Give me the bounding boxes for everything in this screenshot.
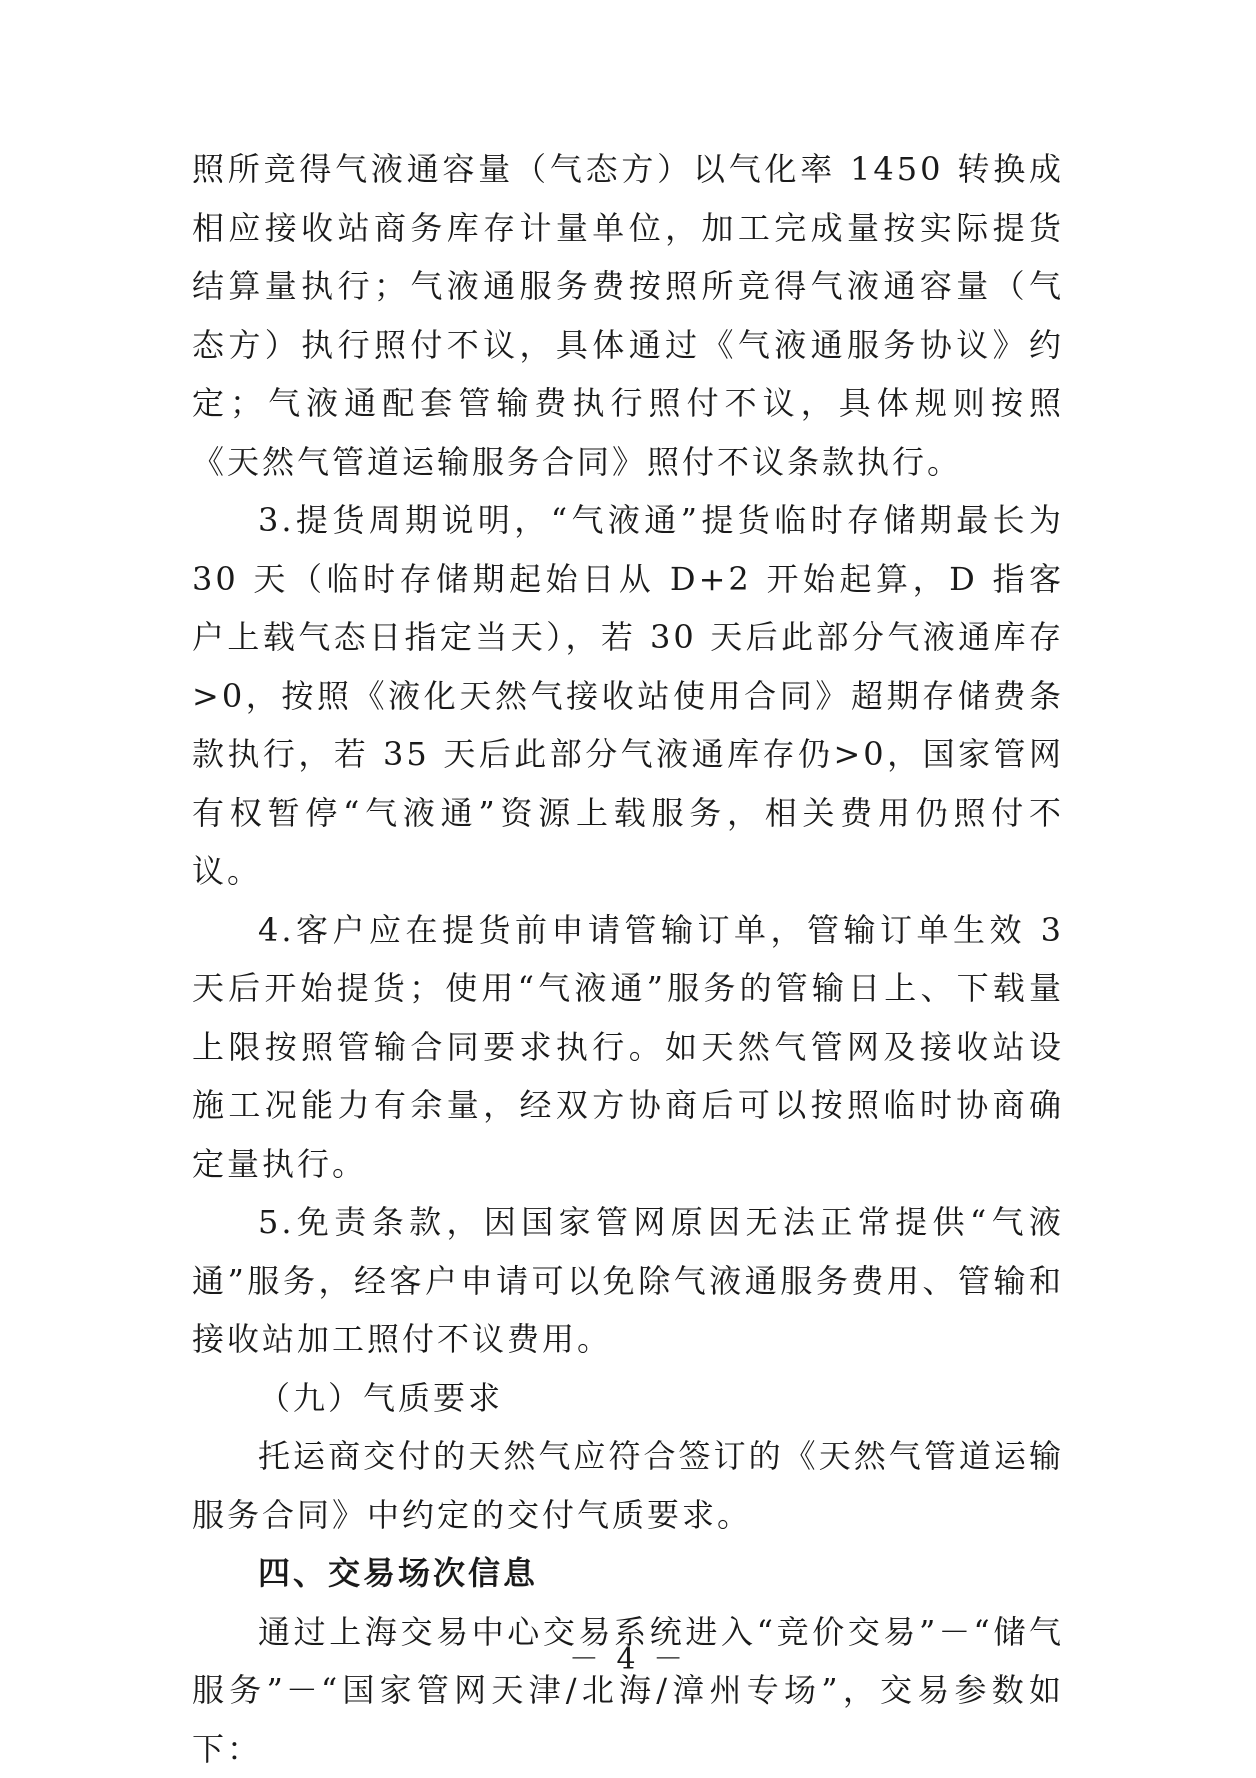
paragraph-item-4: 4.客户应在提货前申请管输订单，管输订单生效 3 天后开始提货；使用“气液通”服务的管输日上、下载量上限按照管输合同要求执行。如天然气管网及接收站设施工况能力有余量，经双方协商后可以按照临时协商确定量执行。 xyxy=(192,901,1064,1194)
paragraph-continuation: 照所竞得气液通容量（气态方）以气化率 1450 转换成相应接收站商务库存计量单位，加工完成量按实际提货结算量执行；气液通服务费按照所竞得气液通容量（气态方）执行照付不议，具体通过《气液通服务协议》约定；气液通配套管输费执行照付不议，具体规则按照《天然气管道运输服务合同》照付不议条款执行。 xyxy=(192,140,1064,491)
section-nine-text: 托运商交付的天然气应符合签订的《天然气管道运输服务合同》中约定的交付气质要求。 xyxy=(192,1427,1064,1544)
paragraph-item-5: 5.免责条款，因国家管网原因无法正常提供“气液通”服务，经客户申请可以免除气液通服务费用、管输和接收站加工照付不议费用。 xyxy=(192,1193,1064,1369)
section-nine-heading: （九）气质要求 xyxy=(192,1369,1064,1428)
paragraph-item-3: 3.提货周期说明，“气液通”提货临时存储期最长为 30 天（临时存储期起始日从 D+2 开始起算，D 指客户上载气态日指定当天），若 30 天后此部分气液通库存>0，按照《液化天然气接收站使用合同》超期存储费条款执行，若 35 天后此部分气液通库存仍>0，国家管网有权暂停“气液通”资源上载服务，相关费用仍照付不议。 xyxy=(192,491,1064,901)
document-body xyxy=(192,140,1064,1778)
section-four-heading: 四、交易场次信息 xyxy=(192,1544,1064,1603)
section-four-text: 通过上海交易中心交易系统进入“竞价交易”－“储气服务”－“国家管网天津/北海/漳州专场”，交易参数如下： xyxy=(192,1603,1064,1778)
page-number: － 4 － xyxy=(0,1634,1256,1678)
